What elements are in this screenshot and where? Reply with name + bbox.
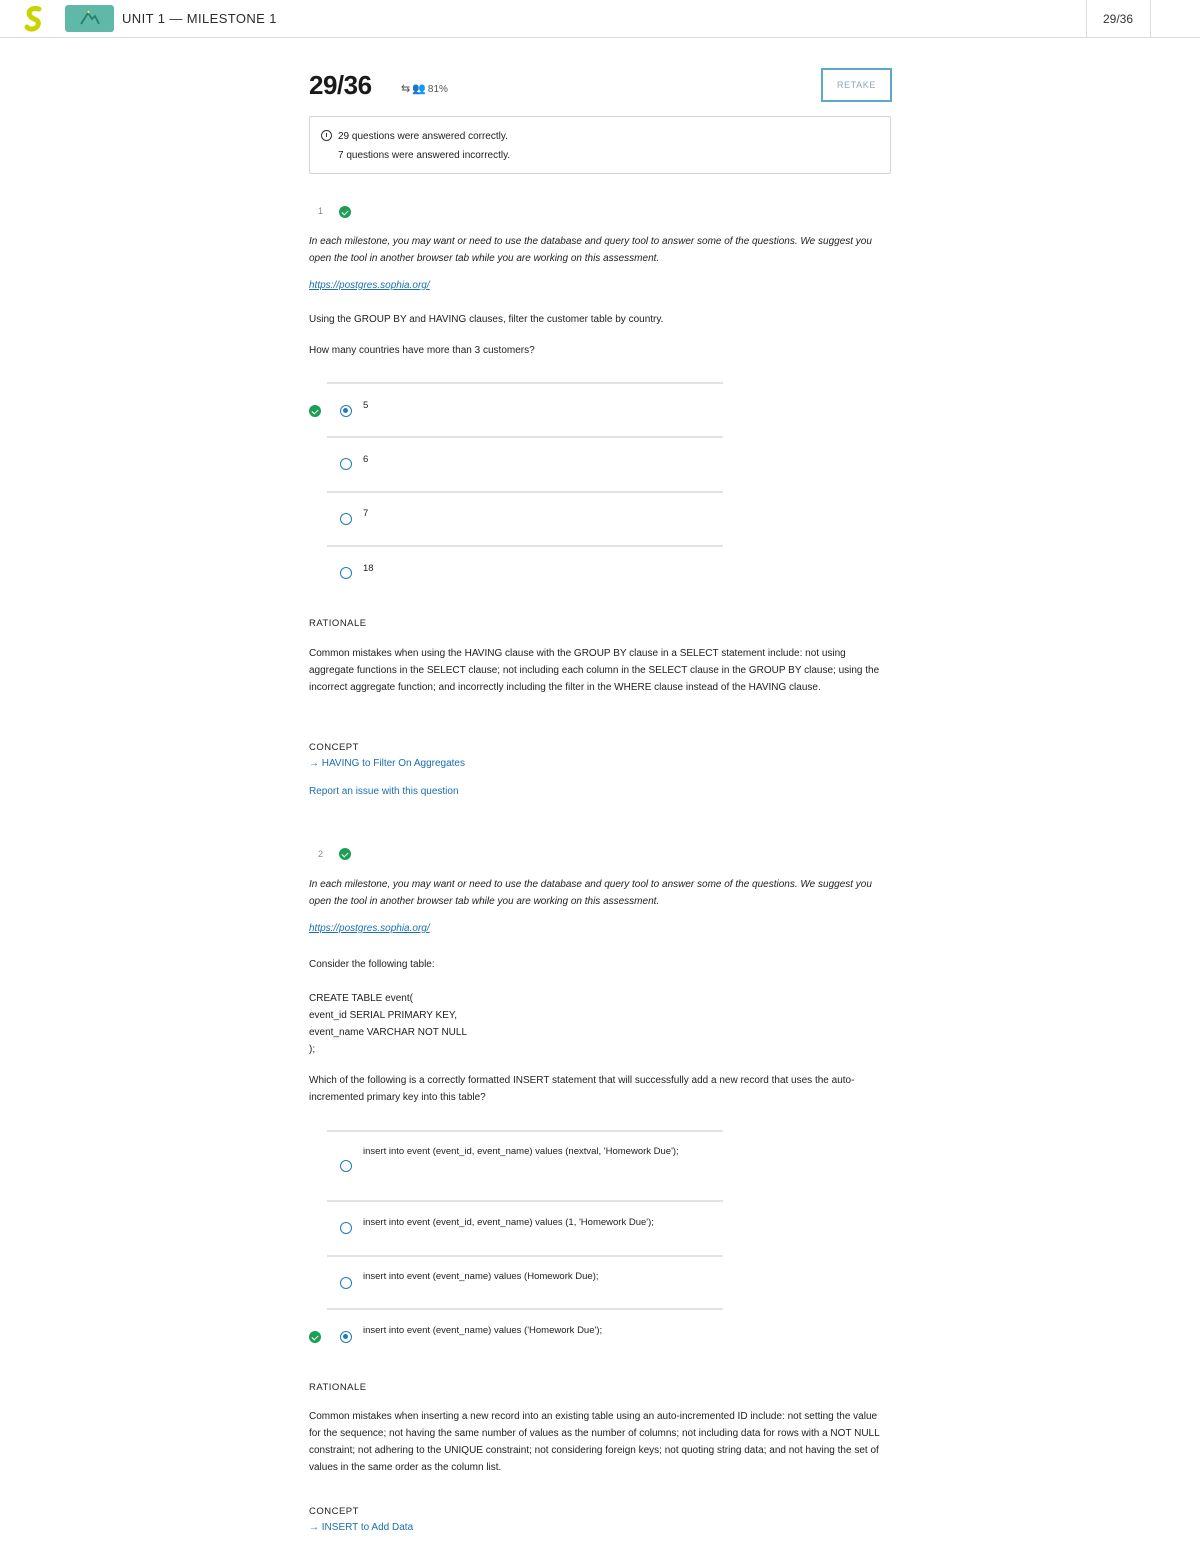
correct-answer-check-icon (309, 1331, 321, 1343)
answer-radio[interactable] (340, 1160, 352, 1172)
code-line: ); (309, 1044, 316, 1055)
correct-count-text: 29 questions were answered correctly. (338, 131, 508, 142)
answer-option[interactable]: 5 (363, 400, 369, 411)
correct-check-icon (339, 848, 351, 860)
divider (327, 491, 723, 493)
code-line: CREATE TABLE event( (309, 993, 413, 1004)
share-row[interactable] (401, 82, 448, 95)
unit-title: UNIT 1 — MILESTONE 1 (122, 11, 277, 26)
rationale-text: Common mistakes when using the HAVING clause with the GROUP BY clause in a SELECT statement include: not using aggregate functions in the SELECT clause; not including each column in the SELECT clause in the GROUP BY clause; using the incorrect aggregate function; and incorrectly including the filter in the WHERE clause instead of the HAVING clause. (309, 648, 880, 693)
share-icon[interactable]: ⇆ (401, 83, 411, 95)
sophia-logo-icon[interactable] (22, 6, 46, 32)
code-line: event_name VARCHAR NOT NULL (309, 1027, 468, 1038)
divider (327, 1255, 723, 1257)
answer-radio[interactable] (340, 1331, 352, 1343)
question-prompt: Which of the following is a correctly formatted INSERT statement that will successfully add a new record that uses the auto-incremented primary key into this table? (309, 1075, 855, 1103)
answer-radio[interactable] (340, 513, 352, 525)
unit-badge (65, 5, 114, 32)
divider (327, 1308, 723, 1310)
percent-text: 81% (427, 84, 448, 95)
answer-option[interactable]: 6 (363, 454, 369, 465)
report-issue-link[interactable]: Report an issue with this question (309, 786, 459, 797)
rationale-text: Common mistakes when inserting a new record into an existing table using an auto-incremented ID include: not setting the value for the sequence; not having the same number of values as the number of columns; not including data for rows with a NOT NULL constraint; not adhering to the UNIQUE constraint; not considering foreign keys; not quoting string data; and not having the set of values in the same order as the column list. (309, 1411, 880, 1473)
question-prompt: Using the GROUP BY and HAVING clauses, filter the customer table by country. (309, 314, 664, 325)
divider (327, 1200, 723, 1202)
header-score: 29/36 (1102, 12, 1134, 26)
people-icon: 👥 (412, 83, 426, 95)
answer-option[interactable]: 7 (363, 508, 369, 519)
concept-link[interactable]: → INSERT to Add Data (309, 1522, 414, 1533)
clock-icon (321, 130, 332, 141)
query-tool-link[interactable]: https://postgres.sophia.org/ (309, 923, 430, 934)
question-number: 2 (318, 849, 324, 859)
answer-radio[interactable] (340, 405, 352, 417)
retake-button[interactable]: RETAKE (821, 68, 892, 102)
divider (327, 545, 723, 547)
code-line: event_id SERIAL PRIMARY KEY, (309, 1010, 458, 1021)
concept-heading: CONCEPT (309, 1506, 359, 1517)
correct-answer-check-icon (309, 405, 321, 417)
answer-radio[interactable] (340, 458, 352, 470)
question-intro: In each milestone, you may want or need to use the database and query tool to answer some of the questions. We suggest you open the tool in another browser tab while you are working on this assessment. (309, 879, 872, 907)
answer-option[interactable]: insert into event (event_name) values ('Homework Due'); (363, 1325, 603, 1336)
divider (327, 436, 723, 438)
divider (1150, 0, 1151, 38)
rationale-heading: RATIONALE (309, 1382, 367, 1393)
answer-option[interactable]: 18 (363, 563, 374, 574)
query-tool-link[interactable]: https://postgres.sophia.org/ (309, 280, 430, 291)
answer-option[interactable]: insert into event (event_name) values (Homework Due); (363, 1271, 599, 1282)
question-prompt: Consider the following table: (309, 959, 435, 970)
answer-radio[interactable] (340, 1277, 352, 1289)
incorrect-count-text: 7 questions were answered incorrectly. (338, 150, 511, 161)
result-score: 29/36 (309, 70, 372, 100)
rationale-heading: RATIONALE (309, 618, 367, 629)
answer-option[interactable]: insert into event (event_id, event_name) values (1, 'Homework Due'); (363, 1217, 654, 1228)
answer-radio[interactable] (340, 1222, 352, 1234)
concept-link[interactable]: → HAVING to Filter On Aggregates (309, 758, 465, 769)
question-prompt: How many countries have more than 3 customers? (309, 345, 535, 356)
divider (327, 1130, 723, 1132)
milestone-icon (79, 10, 101, 26)
question-number: 1 (318, 206, 324, 216)
correct-check-icon (339, 206, 351, 218)
result-summary-box (309, 116, 891, 174)
question-intro: In each milestone, you may want or need to use the database and query tool to answer some of the questions. We suggest you open the tool in another browser tab while you are working on this assessment. (309, 236, 872, 264)
answer-option[interactable]: insert into event (event_id, event_name) values (nextval, 'Homework Due'); (363, 1146, 679, 1157)
concept-heading: CONCEPT (309, 742, 359, 753)
top-bar (0, 0, 1200, 38)
answer-radio[interactable] (340, 567, 352, 579)
divider (327, 382, 723, 384)
